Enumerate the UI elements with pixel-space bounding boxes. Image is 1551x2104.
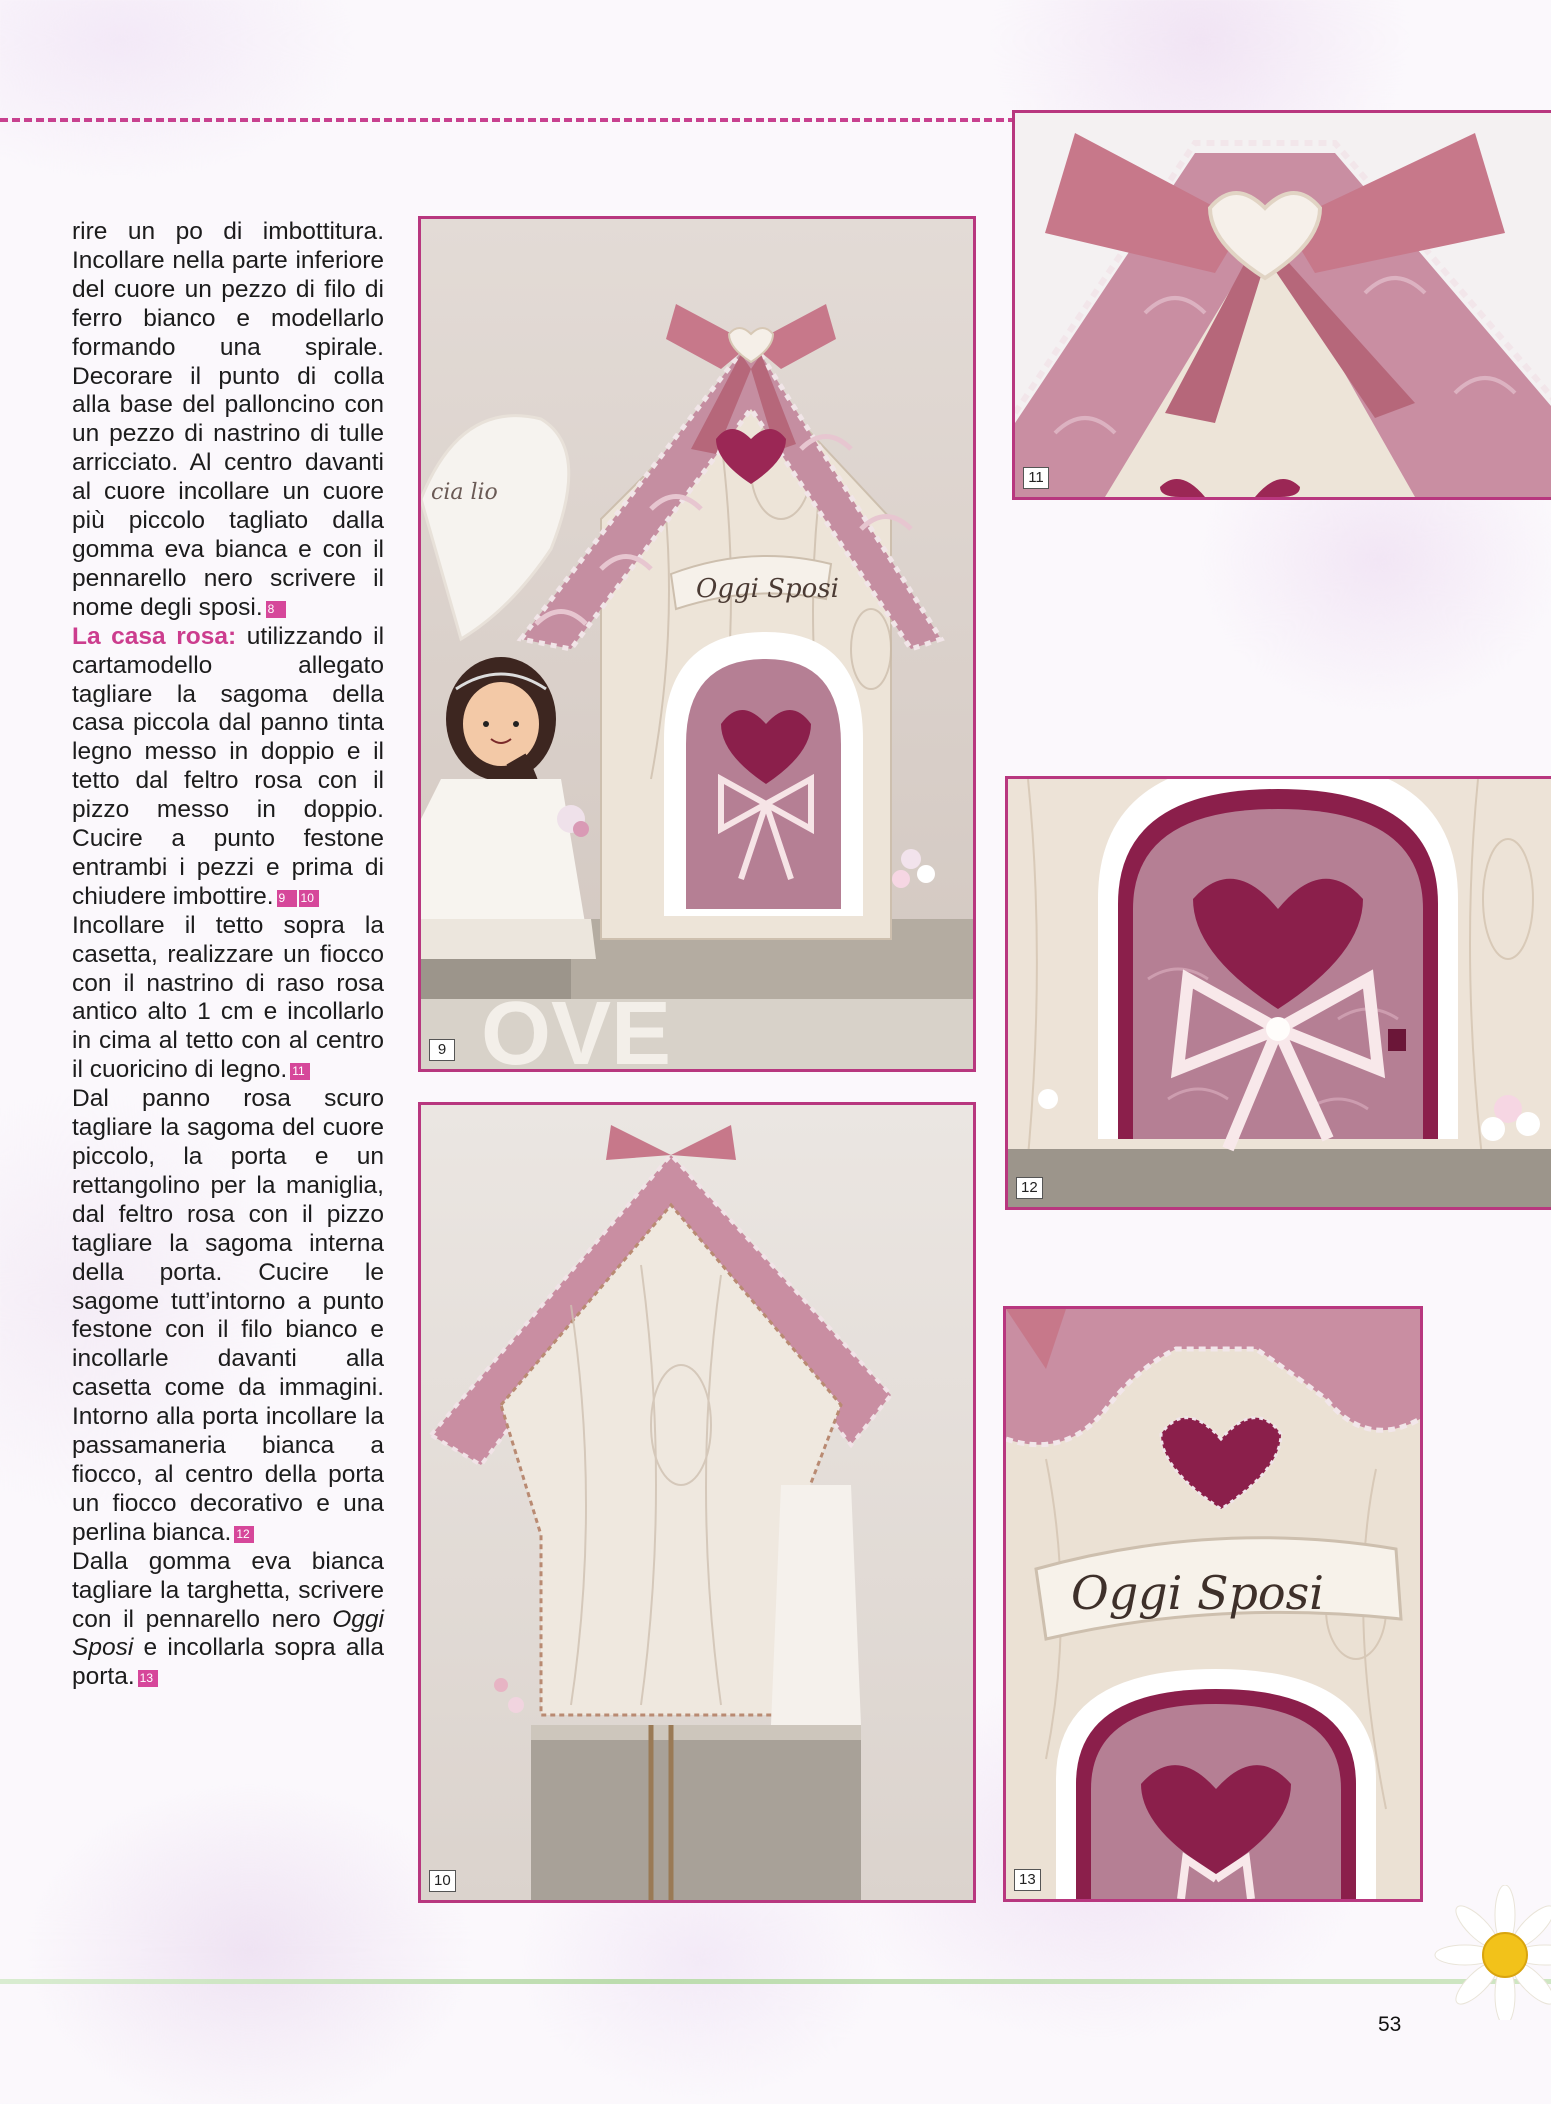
photo-number: 11 [1023,467,1049,489]
ref-badge: 8 [266,601,286,618]
ref-badge: 10 [299,890,319,907]
sign-closeup-illustration [1006,1309,1420,1899]
photo-house-with-bride [418,216,976,1072]
page-number: 53 [1378,2013,1402,2036]
ref-badge: 11 [290,1063,310,1080]
footer-rule [0,1979,1551,1984]
paragraph-4: Dal panno rosa scuro tagliare la sagoma del cuore piccolo, la porta e un rettangolino per la maniglia, dal feltro rosa con il pizzo tagliare la sagoma interna della porta. Cucire le sagome tutt’intorno a punto festone con il filo bianco e incollarle davanti alla casetta come da immagini. Intorno alla porta incollare la passamaneria bianca a fiocco, al centro della porta un fiocco decorativo e una perlina bianca. 12 [72,1085,384,1546]
house-with-bride-illustration [421,219,973,1069]
photo-sign-closeup [1003,1306,1423,1902]
photo-number: 9 [429,1039,455,1061]
paragraph-2: La casa rosa: utilizzando il cartamodello allegato tagliare la sagoma della casa piccola dal panno tinta legno messo in doppio e il tetto dal feltro rosa con il pizzo messo in doppio. Cucire a punto festone entrambi i pezzi e prima di chiudere imbottire. 9 10 [72,622,385,910]
photo-door-closeup [1005,776,1551,1210]
article-body [72,218,384,1692]
photo-house-back [418,1102,976,1903]
paragraph-1: rire un po di imbottitura. Incollare nella parte inferiore del cuore un pezzo di filo di ferro bianco e modellarlo formando una spirale. Decorare il punto di colla alla base del palloncino con un pezzo di nastrino di tulle arricciato. Al centro davanti al cuore incollare un cuore più piccolo tagliato dalla gomma eva bianca e con il pennarello nero scrivere il nome degli sposi. 8 [72,218,384,621]
photo-number: 13 [1014,1869,1041,1891]
balloon-tag-text: cia lio [431,480,498,505]
photo-number: 12 [1016,1177,1043,1199]
sign-text: Oggi Sposi [1071,1566,1324,1620]
ref-badge: 13 [138,1670,158,1687]
section-lead: La casa rosa: [72,622,237,650]
ref-badge: 12 [234,1526,254,1543]
paragraph-3: Incollare il tetto sopra la casetta, realizzare un fiocco con il nastrino di raso rosa antico alto 1 cm e incollarlo in cima al tetto con al centro il cuoricino di legno. 11 [72,911,384,1084]
photo-roof-bow-closeup [1012,110,1551,500]
paragraph-5: Dalla gomma eva bianca tagliare la targhetta, scrivere con il pennarello nero Oggi Sposi e incollarla sopra alla porta. 13 [72,1547,384,1691]
ref-badge: 9 [277,890,297,907]
love-letters: OVE [481,984,672,1069]
daisy-icon [1430,1885,1551,2020]
roof-bow-illustration [1015,113,1551,497]
sign-text: Oggi Sposi [696,574,839,604]
photo-number: 10 [429,1870,456,1892]
house-back-illustration [421,1105,973,1900]
door-closeup-illustration [1008,779,1551,1207]
